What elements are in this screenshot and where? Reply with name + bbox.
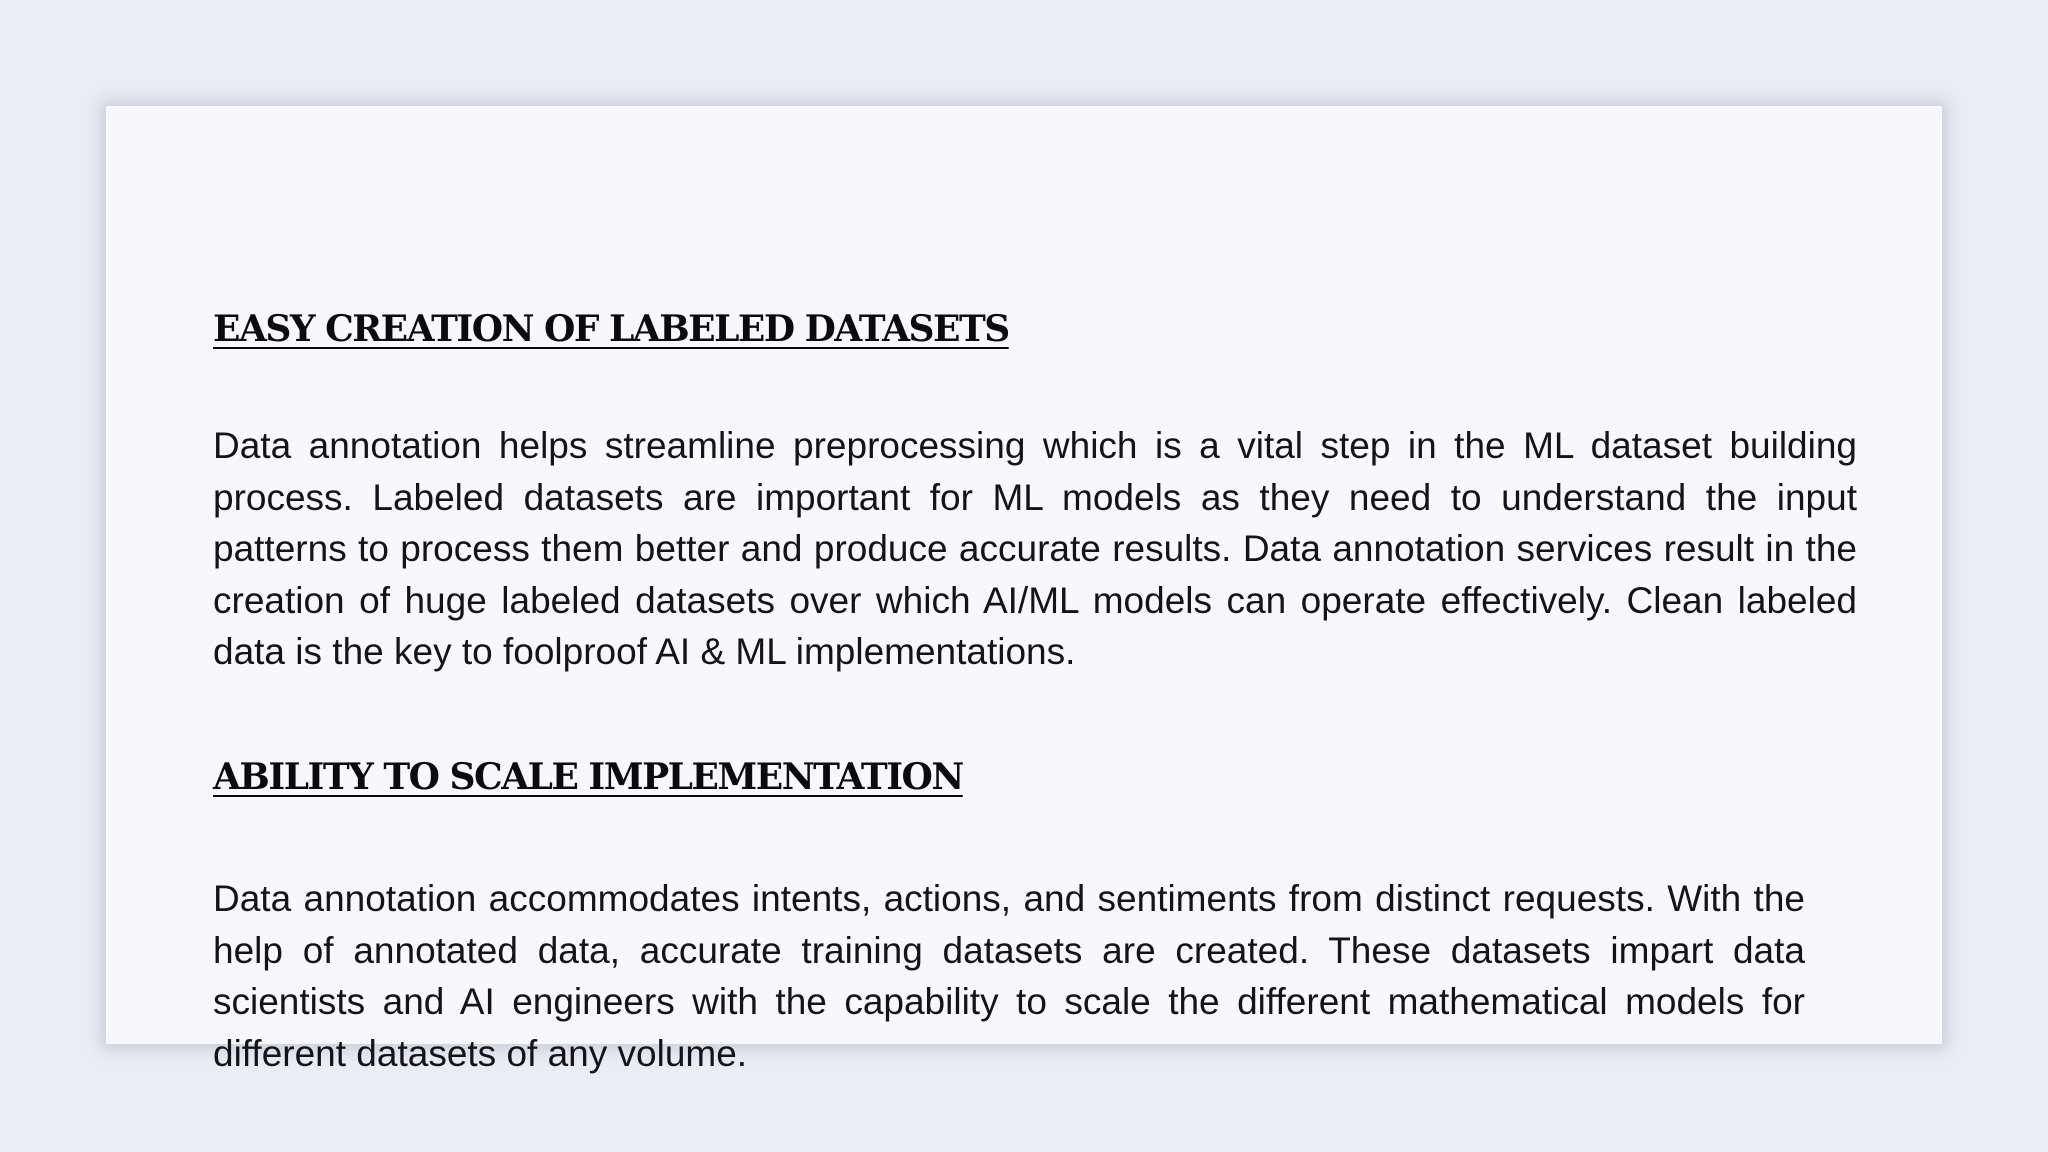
section-body-scale-implementation: Data annotation accommodates intents, actions, and sentiments from distinct requests. With the help of annotated data, accurate training datasets are created. These datasets impart data scientists and AI engineers with the capability to scale the different mathematical models for different datasets of any volume. [213,878,1805,1074]
slide-card [106,106,1942,1074]
section-body-labeled-datasets: Data annotation helps streamline preprocessing which is a vital step in the ML dataset building process. Labeled datasets are important for ML models as they need to understand the input patterns to process them better and produce accurate results. Data annotation services result in the creation of huge labeled datasets over which AI/ML models can operate effectively. Clean labeled data is the key to foolproof AI & ML implementations. [213,425,1857,672]
section-heading-scale-implementation: ABILITY TO SCALE IMPLEMENTATION [213,756,963,798]
section-heading-labeled-datasets: EASY CREATION OF LABELED DATASETS [213,308,1009,350]
